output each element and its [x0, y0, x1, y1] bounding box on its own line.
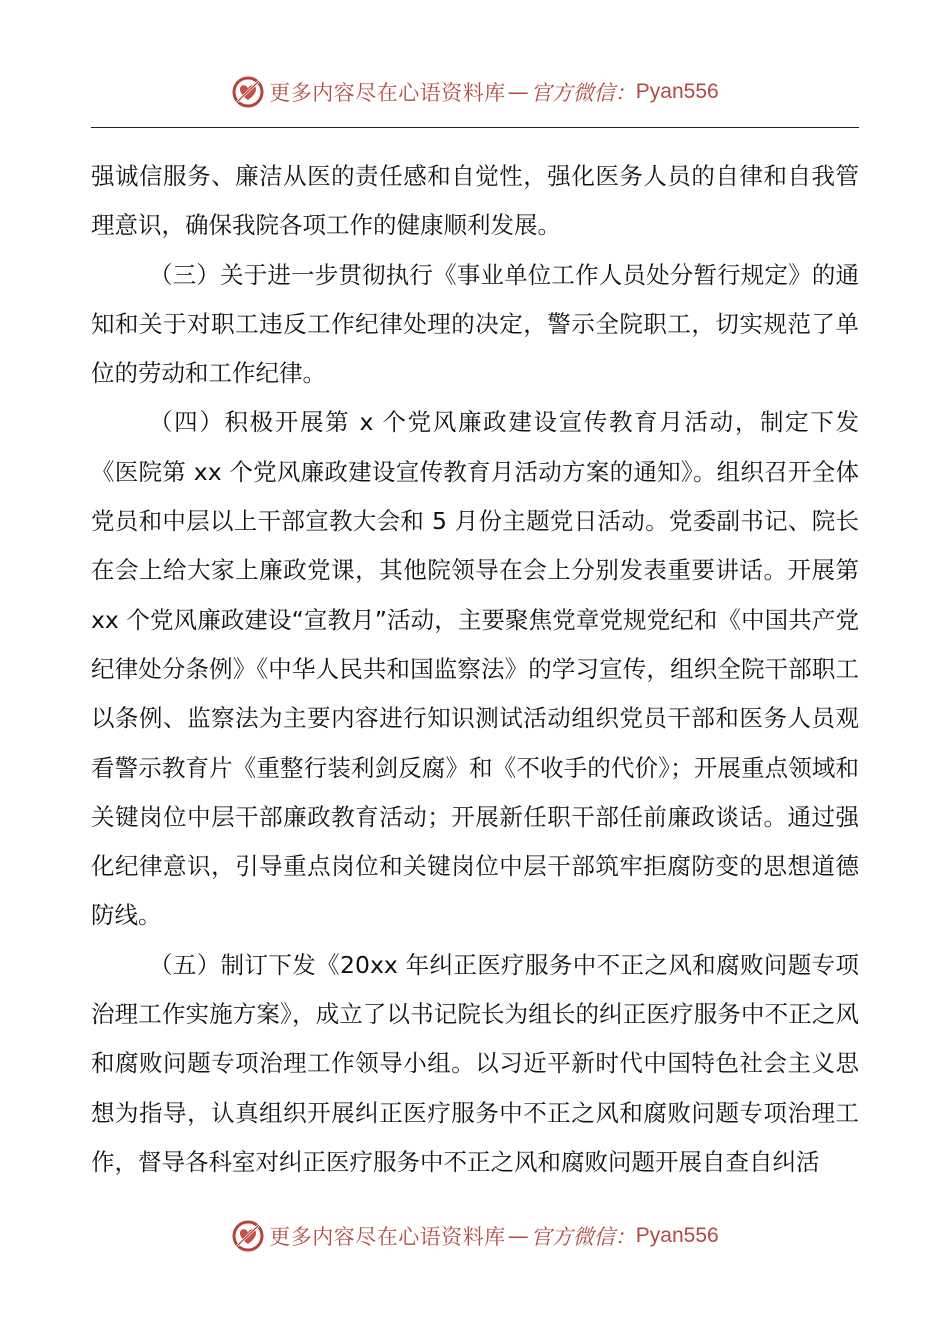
footer-banner: [0, 1214, 950, 1258]
banner-slogan: 更多内容尽在心语资料库: [269, 81, 506, 105]
paragraph: （五）制订下发《20xx 年纠正医疗服务中不正之风和腐败问题专项治理工作实施方案》，成立了以书记院长为组长的纠正医疗服务中不正之风和腐败问题专项治理工作领导小组。以习近平新时代中国特色社会主义思想为指导，认真组织开展纠正医疗服务中不正之风和腐败问题专项治理工作，督导各科室对纠正医疗服务中不正之风和腐败问题开展自查自纠活: [91, 950, 859, 1176]
document-body: [91, 152, 859, 1187]
banner-slogan: 更多内容尽在心语资料库: [269, 1225, 506, 1249]
header-divider: [91, 127, 859, 128]
banner-dash: —: [507, 1224, 529, 1248]
banner-wechat-label: 官方微信：: [530, 1225, 636, 1249]
paragraph: （四）积极开展第 x 个党风廉政建设宣传教育月活动，制定下发《医院第 xx 个党风廉政建设宣传教育月活动方案的通知》。组织召开全体党员和中层以上干部宣教大会和 5 月份主题党日活动。党委副书记、院长在会上给大家上廉政党课，其他院领导在会上分别发表重要讲话。开展第 xx 个党风廉政建设“宣教月”活动，主要聚焦党章党规党纪和《中国共产党纪律处分条例》《中华人民共和国监察法》的学习宣传，组织全院干部职工以条例、监察法为主要内容进行知识测试活动组织党员干部和医务人员观看警示教育片《重整行装利剑反腐》和《不收手的代价》；开展重点领域和关键岗位中层干部廉政教育活动；开展新任职干部任前廉政谈话。通过强化纪律意识，引导重点岗位和关键岗位中层干部筑牢拒腐防变的思想道德防线。: [91, 408, 859, 930]
paragraph: （三）关于进一步贯彻执行《事业单位工作人员处分暂行规定》的通知和关于对职工违反工作纪律处理的决定，警示全院职工，切实规范了单位的劳动和工作纪律。: [91, 260, 859, 388]
header-banner: [0, 70, 950, 114]
banner-wechat-label: 官方微信：: [530, 81, 636, 105]
banner-dash: —: [507, 80, 529, 104]
banner-wechat-id: Pyan556: [635, 80, 719, 103]
banner-wechat-id: Pyan556: [635, 1224, 719, 1247]
paragraph: 强诚信服务、廉洁从医的责任感和自觉性，强化医务人员的自律和自我管理意识，确保我院各项工作的健康顺利发展。: [91, 162, 859, 240]
heart-logo-icon: [231, 1219, 265, 1253]
heart-logo-icon: [231, 75, 265, 109]
